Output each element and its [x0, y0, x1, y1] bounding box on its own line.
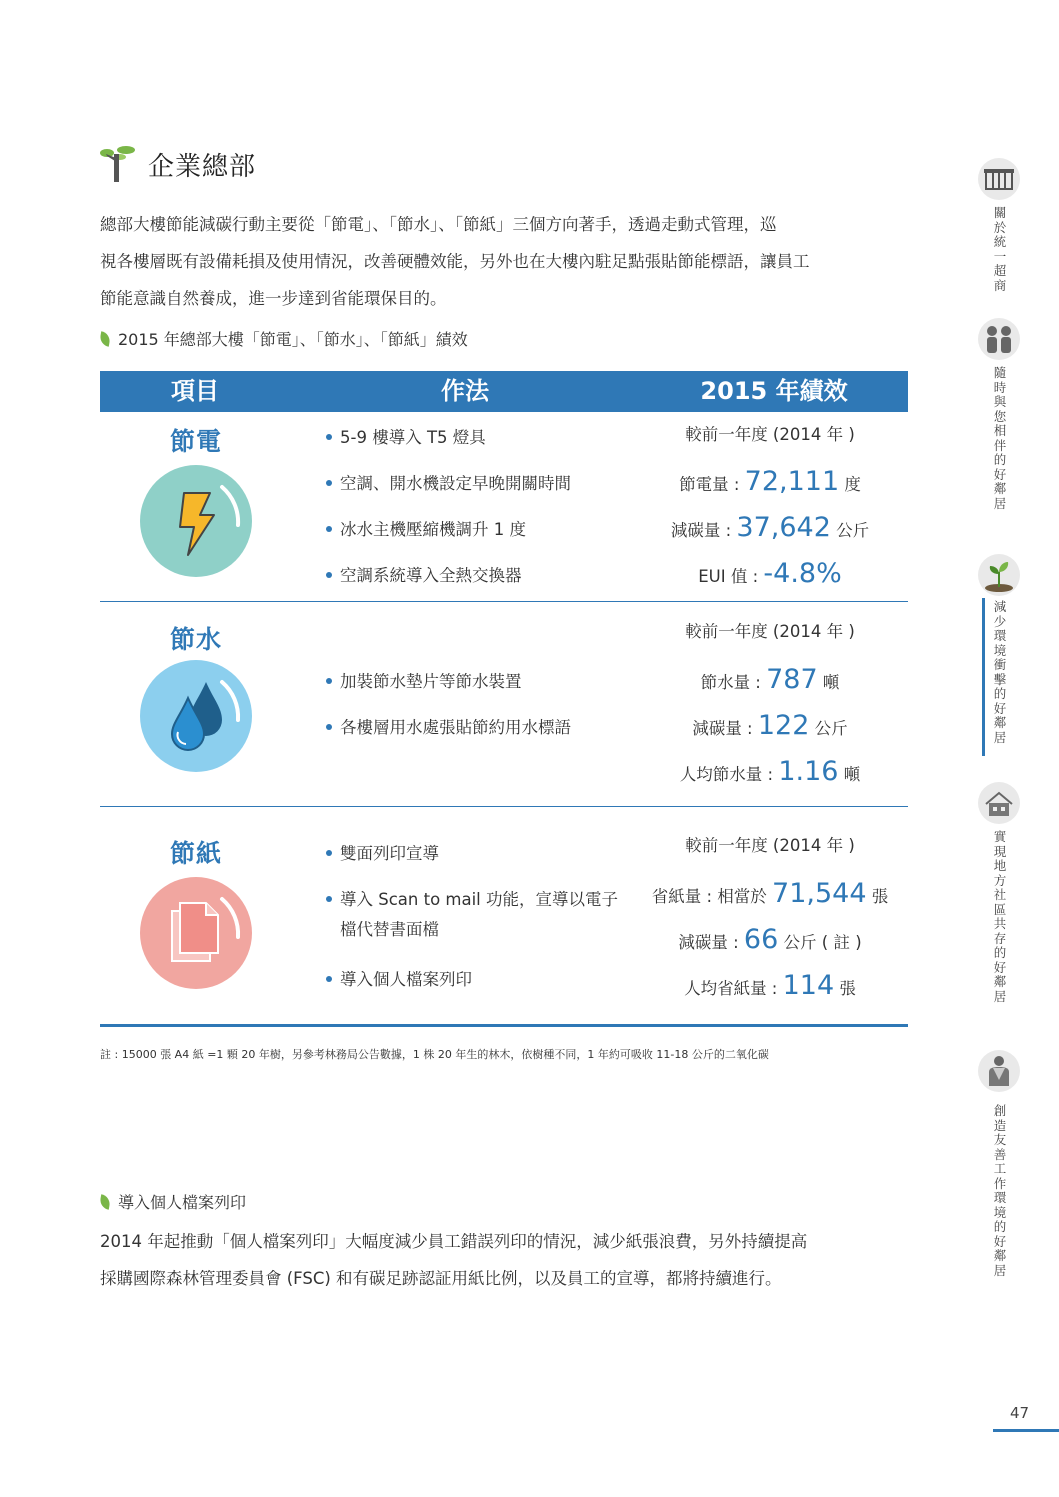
leaf-icon: [99, 331, 111, 347]
row-separator: [100, 601, 908, 602]
header-item: 項目: [171, 377, 219, 405]
method-item: 導入 Scan to mail 功能，宣導以電子 檔代替書面檔: [326, 885, 618, 945]
result-baseline: 較前一年度 (2014 年 ): [685, 622, 855, 641]
method-item: 冰水主機壓縮機調升 1 度: [326, 515, 526, 545]
people-icon: [978, 318, 1020, 360]
electricity-circle: [140, 465, 252, 577]
result-item: 省紙量 : 相當於 71,544 張: [651, 878, 889, 909]
worker-icon: [978, 1050, 1020, 1092]
result-item: 節電量 : 72,111 度: [679, 466, 861, 497]
intro-paragraph: [100, 206, 910, 317]
section-title: [98, 142, 256, 186]
result-item: 人均節水量 : 1.16 噸: [679, 756, 861, 787]
nav-label: 創造友善工作環境的好鄰居: [993, 1103, 1007, 1278]
method-item: 加裝節水墊片等節水裝置: [326, 667, 522, 697]
nav-label: 減少環境衝擊的好鄰居: [993, 599, 1007, 745]
footnote: 註 : 15000 張 A4 紙 =1 顆 20 年樹，另參考林務局公告數據，1 株 20 年生的林木，依樹種不同，1 年約可吸收 11-18 公斤的二氧化碳: [100, 1048, 769, 1061]
nav-label: 隨時與您相伴的好鄰居: [993, 365, 1007, 511]
section-title-text: 企業總部: [148, 151, 257, 182]
result-baseline: 較前一年度 (2014 年 ): [685, 425, 855, 444]
method-item: 雙面列印宣導: [326, 839, 439, 869]
nav-label: 關於統一超商: [993, 205, 1007, 293]
intro-line: 節能意識自然養成，進一步達到省能環保目的。: [100, 289, 447, 308]
table-caption: [100, 327, 468, 350]
row-separator: [100, 806, 908, 807]
paper-icon: [140, 877, 252, 989]
store-icon: [978, 158, 1020, 200]
intro-line: 總部大樓節能減碳行動主要從「節電」、「節水」、「節紙」三個方向著手，透過走動式管理，巡: [100, 215, 777, 234]
result-item: 減碳量 : 37,642 公斤: [670, 512, 870, 543]
result-baseline: 較前一年度 (2014 年 ): [685, 836, 855, 855]
page-number-bar: [993, 1429, 1059, 1432]
method-item: 空調、開水機設定早晚開關時間: [326, 469, 571, 499]
nav-active-indicator: [982, 598, 985, 756]
result-item: 人均省紙量 : 114 張: [684, 970, 856, 1001]
subsection-line: 2014 年起推動「個人檔案列印」大幅度減少員工錯誤列印的情況，減少紙張浪費，另外持續提高: [100, 1232, 808, 1251]
house-icon: [978, 782, 1020, 824]
result-item: 減碳量 : 66 公斤 ( 註 ): [678, 924, 862, 955]
sprout-icon: [978, 554, 1020, 596]
subsection-title-text: 導入個人檔案列印: [118, 1193, 247, 1212]
tree-icon: [98, 144, 138, 184]
method-item: 各樓層用水處張貼節約用水標語: [326, 713, 571, 743]
intro-line: 視各樓層既有設備耗損及使用情況，改善硬體效能，另外也在大樓內駐足點張貼節能標語，讓員工: [100, 252, 810, 271]
method-item: 導入個人檔案列印: [326, 965, 472, 995]
paper-circle: [140, 877, 252, 989]
result-item: 減碳量 : 122 公斤: [692, 710, 848, 741]
table-caption-text: 2015 年總部大樓「節電」、「節水」、「節紙」績效: [118, 330, 468, 349]
nav-label: 實現地方社區共存的好鄰居: [993, 829, 1007, 1004]
result-item: EUI 值 : -4.8%: [698, 558, 842, 589]
table-bottom-border: [100, 1024, 908, 1027]
result-item: 節水量 : 787 噸: [700, 664, 840, 695]
category-paper: 節紙: [169, 839, 222, 868]
water-circle: [140, 660, 252, 772]
page-number: 47: [1010, 1404, 1030, 1422]
subsection-title: [100, 1190, 246, 1213]
leaf-icon: [99, 1194, 111, 1210]
subsection-paragraph: [100, 1223, 910, 1297]
header-performance: 2015 年績效: [700, 377, 848, 405]
lightning-icon: [140, 465, 252, 577]
water-drop-icon: [140, 660, 252, 772]
table-header: [100, 371, 908, 412]
header-method: 作法: [441, 377, 489, 405]
method-item: 5-9 樓導入 T5 燈具: [326, 423, 486, 453]
category-water: 節水: [169, 625, 222, 654]
subsection-line: 採購國際森林管理委員會 (FSC) 和有碳足跡認証用紙比例，以及員工的宣導，都將持續進行。: [100, 1269, 782, 1288]
method-item: 空調系統導入全熱交換器: [326, 561, 522, 591]
category-electricity: 節電: [169, 427, 222, 456]
